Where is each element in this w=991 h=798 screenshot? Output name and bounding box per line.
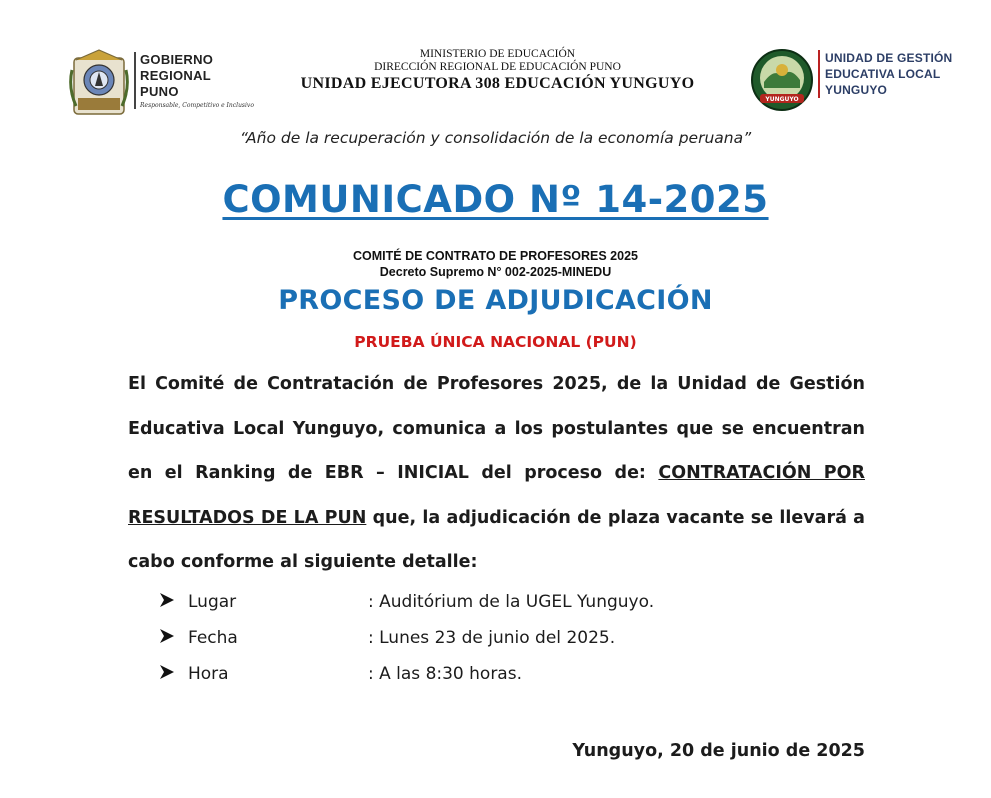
arrow-bullet-icon bbox=[158, 662, 176, 682]
gobierno-regional-line: REGIONAL bbox=[140, 68, 212, 83]
ugel-line: UNIDAD DE GESTIÓN bbox=[825, 51, 953, 65]
direccion-line: DIRECCIÓN REGIONAL DE EDUCACIÓN PUNO bbox=[374, 61, 621, 73]
detail-label: Fecha bbox=[188, 628, 238, 648]
ministerio-line: MINISTERIO DE EDUCACIÓN bbox=[419, 48, 576, 60]
unidad-ejecutora-line: UNIDAD EJECUTORA 308 EDUCACIÓN YUNGUYO bbox=[300, 75, 695, 92]
paragraph-text: El Comité de Contratación de Profesores 2025, de la Unidad de Gestión Educativa Local Yunguyo, comunica a los postulantes que se encuentran en el Ranking de EBR – INICIAL del proceso de: bbox=[128, 374, 865, 484]
detail-item-lugar bbox=[158, 588, 858, 624]
detail-item-hora bbox=[158, 660, 858, 696]
committee-name: COMITÉ DE CONTRATO DE PROFESORES 2025 bbox=[352, 249, 638, 263]
year-motto: “Año de la recuperación y consolidación de la economía peruana” bbox=[239, 129, 752, 147]
paragraph-text: que, la adjudicación de plaza vacante se llevará a cabo conforme al siguiente detalle: bbox=[128, 507, 865, 573]
process-title: PROCESO DE ADJUDICACIÓN bbox=[278, 285, 713, 316]
committee-block bbox=[0, 248, 991, 280]
gobierno-regional-line: PUNO bbox=[140, 84, 179, 99]
ugel-line: EDUCATIVA LOCAL bbox=[825, 67, 941, 81]
gobierno-regional-emblem-icon bbox=[68, 48, 130, 118]
detail-item-fecha bbox=[158, 624, 858, 660]
detail-value: : A las 8:30 horas. bbox=[368, 664, 522, 684]
detail-value: : Auditórium de la UGEL Yunguyo. bbox=[368, 592, 655, 612]
ugel-line: YUNGUYO bbox=[825, 83, 888, 97]
detail-label: Hora bbox=[188, 664, 229, 684]
pun-subtitle: PRUEBA ÚNICA NACIONAL (PUN) bbox=[354, 333, 637, 351]
ugel-yunguyo-emblem-icon bbox=[750, 48, 814, 112]
decree-reference: Decreto Supremo N° 002-2025-MINEDU bbox=[379, 265, 612, 279]
detail-value: : Lunes 23 de junio del 2025. bbox=[368, 628, 616, 648]
paragraph-underlined-text: CONTRATACIÓN POR RESULTADOS DE LA PUN bbox=[128, 463, 865, 528]
document-header bbox=[0, 0, 991, 125]
arrow-bullet-icon bbox=[158, 626, 176, 646]
ugel-emblem-text: YUNGUYO bbox=[765, 96, 799, 103]
communique-title: COMUNICADO Nº 14-2025 bbox=[222, 178, 769, 221]
ugel-logo bbox=[750, 48, 952, 112]
details-list bbox=[158, 588, 858, 696]
announcement-paragraph bbox=[128, 362, 865, 585]
arrow-bullet-icon bbox=[158, 590, 176, 610]
gobierno-regional-line: GOBIERNO bbox=[140, 52, 214, 67]
institution-heading bbox=[250, 48, 745, 94]
detail-label: Lugar bbox=[188, 592, 237, 612]
gobierno-regional-logo bbox=[68, 48, 254, 118]
place-date: Yunguyo, 20 de junio de 2025 bbox=[572, 741, 865, 761]
gobierno-regional-motto: Responsable, Competitivo e Inclusivo bbox=[140, 102, 254, 109]
